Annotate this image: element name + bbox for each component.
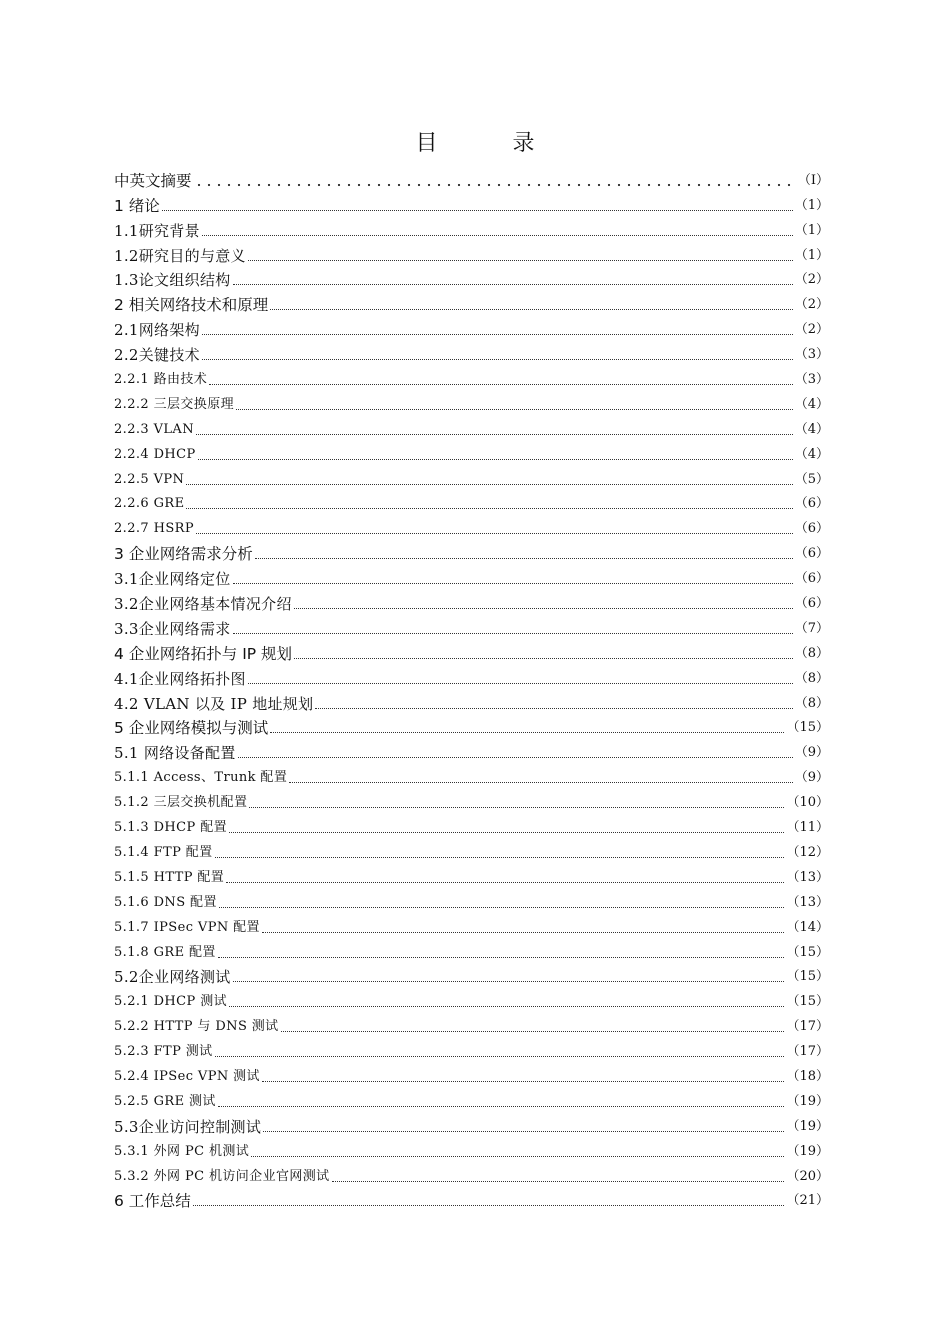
toc-entry[interactable]: [114, 1162, 829, 1187]
toc-entry-page: （11）: [786, 820, 829, 836]
toc-entry[interactable]: [114, 315, 829, 340]
toc-entry-page: （8）: [794, 695, 829, 711]
toc-dot-leader: [238, 757, 793, 758]
toc-entry[interactable]: [114, 340, 829, 365]
toc-entry[interactable]: [114, 689, 829, 714]
toc-entry[interactable]: [114, 490, 829, 515]
toc-entry[interactable]: [114, 465, 829, 490]
toc-entry-label: 5.2.1 DHCP 测试: [114, 994, 227, 1010]
toc-entry[interactable]: [114, 987, 829, 1012]
toc-dot-leader: [294, 658, 793, 659]
toc-entry-label: 1.3论文组织结构: [114, 271, 231, 290]
toc-entry[interactable]: [114, 1137, 829, 1162]
toc-entry[interactable]: [114, 813, 829, 838]
toc-entry[interactable]: [114, 614, 829, 639]
toc-entry[interactable]: [114, 216, 829, 241]
toc-entry-label: 5.2.3 FTP 测试: [114, 1044, 213, 1060]
toc-entry[interactable]: [114, 913, 829, 938]
toc-entry[interactable]: [114, 166, 829, 191]
toc-entry-page: （9）: [794, 745, 829, 761]
toc-entry[interactable]: [114, 788, 829, 813]
toc-entry[interactable]: [114, 664, 829, 689]
toc-entry-page: （2）: [794, 272, 829, 288]
toc-dot-leader: [219, 907, 785, 908]
toc-entry-label: 5.2.2 HTTP 与 DNS 测试: [114, 1019, 279, 1035]
toc-entry[interactable]: [114, 888, 829, 913]
toc-entry-page: （15）: [786, 994, 829, 1010]
toc-entry-label: 4.1企业网络拓扑图: [114, 669, 246, 688]
toc-dot-leader: [198, 459, 793, 460]
toc-entry[interactable]: [114, 415, 829, 440]
toc-entry-page: （6）: [794, 496, 829, 512]
toc-dot-leader: [262, 932, 785, 933]
toc-dot-leader: [215, 857, 785, 858]
toc-entry-page: （15）: [786, 969, 829, 985]
toc-entry[interactable]: [114, 589, 829, 614]
toc-entry-label: 4 企业网络拓扑与 IP 规划: [114, 644, 293, 663]
toc-entry-page: （8）: [794, 645, 829, 661]
toc-dot-leader: [229, 1006, 784, 1007]
toc-entry[interactable]: [114, 241, 829, 266]
toc-entry-label: 5.1.6 DNS 配置: [114, 894, 217, 910]
toc-entry[interactable]: [114, 1087, 829, 1112]
toc-entry[interactable]: [114, 191, 829, 216]
toc-dot-leader: [248, 260, 793, 261]
toc-entry-page: （3）: [794, 372, 829, 388]
toc-entry[interactable]: [114, 440, 829, 465]
toc-entry[interactable]: [114, 1187, 829, 1212]
toc-dot-leader: [186, 484, 792, 485]
toc-entry-label: 5.1.5 HTTP 配置: [114, 869, 225, 885]
toc-entry[interactable]: [114, 365, 829, 390]
toc-entry[interactable]: [114, 763, 829, 788]
toc-entry[interactable]: [114, 639, 829, 664]
toc-dot-leader: [236, 409, 793, 410]
toc-entry-page: （9）: [794, 770, 829, 786]
toc-dot-leader: [194, 183, 796, 187]
toc-dot-leader: [294, 608, 793, 609]
toc-dot-leader: [251, 1156, 784, 1157]
toc-entry[interactable]: [114, 963, 829, 988]
toc-entry-label: 5.3.2 外网 PC 机访问企业官网测试: [114, 1168, 330, 1184]
toc-entry-label: 4.2 VLAN 以及 IP 地址规划: [114, 694, 314, 713]
toc-dot-leader: [262, 1081, 785, 1082]
toc-entry-page: （7）: [794, 620, 829, 636]
toc-entry-label: 5.2企业网络测试: [114, 968, 231, 987]
toc-dot-leader: [215, 1056, 785, 1057]
toc-entry-label: 6 工作总结: [114, 1192, 191, 1211]
toc-entry-page: （I）: [797, 172, 829, 188]
toc-dot-leader: [202, 359, 793, 360]
toc-entry[interactable]: [114, 838, 829, 863]
toc-dot-leader: [289, 782, 792, 783]
toc-dot-leader: [263, 1131, 784, 1132]
toc-dot-leader: [233, 583, 793, 584]
toc-entry-label: 5.1.1 Access、Trunk 配置: [114, 770, 288, 786]
toc-dot-leader: [249, 807, 784, 808]
toc-entry-page: （15）: [786, 944, 829, 960]
toc-entry-page: （4）: [794, 396, 829, 412]
toc-dot-leader: [218, 957, 785, 958]
toc-entry-page: （5）: [794, 471, 829, 487]
toc-dot-leader: [270, 309, 792, 310]
toc-entry-page: （2）: [794, 322, 829, 338]
toc-entry-label: 5.2.4 IPSec VPN 测试: [114, 1068, 260, 1084]
toc-entry-label: 5.1.2 三层交换机配置: [114, 795, 248, 811]
toc-entry-page: （6）: [794, 521, 829, 537]
toc-entry-page: （10）: [786, 795, 829, 811]
toc-dot-leader: [162, 210, 793, 211]
toc-entry-page: （6）: [794, 546, 829, 562]
toc-entry[interactable]: [114, 738, 829, 763]
toc-entry[interactable]: [114, 863, 829, 888]
toc-dot-leader: [196, 533, 793, 534]
toc-entry-label: 3.1企业网络定位: [114, 570, 231, 589]
toc-entry[interactable]: [114, 390, 829, 415]
toc-entry-page: （4）: [794, 446, 829, 462]
toc-entry[interactable]: [114, 714, 829, 739]
toc-dot-leader: [281, 1031, 785, 1032]
toc-entry-label: 1.1研究背景: [114, 221, 200, 240]
toc-entry[interactable]: [114, 938, 829, 963]
toc-entry-label: 2.2.6 GRE: [114, 496, 185, 512]
toc-dot-leader: [202, 334, 793, 335]
toc-entry-page: （15）: [786, 720, 829, 736]
toc-entry[interactable]: [114, 1037, 829, 1062]
toc-dot-leader: [248, 683, 793, 684]
toc-entry-page: （18）: [786, 1068, 829, 1084]
toc-entry-label: 5 企业网络模拟与测试: [114, 719, 269, 738]
toc-entry-label: 2.2关键技术: [114, 346, 200, 365]
toc-entry-page: （19）: [786, 1093, 829, 1109]
toc-entry-label: 3 企业网络需求分析: [114, 545, 253, 564]
toc-entry-page: （8）: [794, 670, 829, 686]
toc-entry-label: 2.2.2 三层交换原理: [114, 396, 235, 412]
toc-title: 目 录: [415, 131, 569, 156]
toc-dot-leader: [226, 882, 784, 883]
toc-entry-page: （17）: [786, 1044, 829, 1060]
toc-entry[interactable]: [114, 266, 829, 291]
toc-entry-page: （6）: [794, 596, 829, 612]
toc-entry[interactable]: [114, 539, 829, 564]
toc-dot-leader: [255, 558, 793, 559]
toc-entry[interactable]: [114, 290, 829, 315]
toc-entry-label: 5.1.7 IPSec VPN 配置: [114, 919, 260, 935]
toc-dot-leader: [202, 235, 793, 236]
toc-entry-page: （6）: [794, 571, 829, 587]
toc-entry-label: 中英文摘要: [114, 171, 192, 190]
toc-entry-page: （13）: [786, 869, 829, 885]
toc-entry[interactable]: [114, 1012, 829, 1037]
toc-dot-leader: [315, 708, 792, 709]
toc-entry-label: 1.2研究目的与意义: [114, 246, 246, 265]
toc-entry[interactable]: [114, 514, 829, 539]
toc-entry-page: （21）: [786, 1193, 829, 1209]
toc-dot-leader: [209, 384, 793, 385]
toc-entry-label: 2.2.5 VPN: [114, 471, 185, 487]
toc-entry[interactable]: [114, 1062, 829, 1087]
toc-entry-label: 5.1.4 FTP 配置: [114, 844, 213, 860]
toc-entry[interactable]: [114, 564, 829, 589]
toc-dot-leader: [233, 981, 785, 982]
toc-entry-page: （19）: [786, 1143, 829, 1159]
toc-entry-label: 5.1.8 GRE 配置: [114, 944, 216, 960]
toc-entry-page: （3）: [794, 347, 829, 363]
table-of-contents: [114, 166, 829, 1211]
toc-dot-leader: [196, 434, 793, 435]
toc-dot-leader: [193, 1205, 785, 1206]
toc-entry-page: （13）: [786, 894, 829, 910]
toc-entry-label: 2.2.4 DHCP: [114, 446, 196, 462]
toc-entry-page: （20）: [786, 1168, 829, 1184]
toc-entry-label: 5.1 网络设备配置: [114, 744, 236, 763]
toc-dot-leader: [218, 1106, 785, 1107]
toc-entry-page: （17）: [786, 1019, 829, 1035]
toc-dot-leader: [233, 284, 793, 285]
toc-entry-page: （4）: [794, 421, 829, 437]
toc-entry-label: 2.1网络架构: [114, 321, 200, 340]
toc-entry-page: （14）: [786, 919, 829, 935]
toc-entry-page: （1）: [794, 247, 829, 263]
toc-entry-page: （1）: [794, 197, 829, 213]
toc-entry-label: 2.2.1 路由技术: [114, 372, 208, 388]
toc-entry-label: 2 相关网络技术和原理: [114, 296, 269, 315]
toc-entry-page: （19）: [786, 1118, 829, 1134]
toc-dot-leader: [270, 732, 784, 733]
toc-entry-page: （1）: [794, 222, 829, 238]
toc-entry-label: 5.1.3 DHCP 配置: [114, 820, 227, 836]
toc-entry-page: （12）: [786, 844, 829, 860]
toc-dot-leader: [229, 832, 784, 833]
toc-entry-label: 5.3.1 外网 PC 机测试: [114, 1143, 250, 1159]
toc-entry-label: 3.2企业网络基本情况介绍: [114, 595, 292, 614]
toc-entry-label: 5.2.5 GRE 测试: [114, 1093, 216, 1109]
toc-entry-label: 2.2.7 HSRP: [114, 521, 194, 537]
toc-entry-label: 1 绪论: [114, 196, 160, 215]
toc-entry-label: 5.3企业访问控制测试: [114, 1117, 262, 1136]
toc-dot-leader: [233, 633, 793, 634]
toc-dot-leader: [332, 1181, 785, 1182]
toc-entry-label: 2.2.3 VLAN: [114, 421, 194, 437]
toc-entry-page: （2）: [794, 297, 829, 313]
toc-entry[interactable]: [114, 1112, 829, 1137]
toc-entry-label: 3.3企业网络需求: [114, 619, 231, 638]
toc-dot-leader: [186, 508, 792, 509]
